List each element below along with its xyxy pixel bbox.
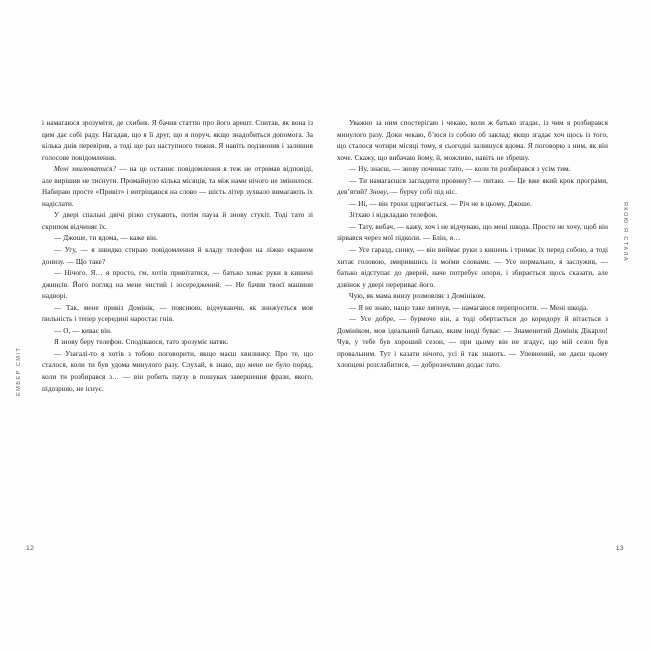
text-run: і намагаюся зрозуміти, де схибив. Я бачив статтю про його арешт. Спитав, як вона із цим дає собі раду. Нагадав, що я її друг, що я поруч, якщо знадобиться допомога. За кілька днів перевірив, а тоді ще раз наступного тижня. Я навіть подзвонив і залишив голосове повідомлення. [42,119,313,162]
paragraph [42,337,313,349]
text-column-left [42,118,313,395]
text-run: — Ти намагаєшся загладити провину? — питаю. — Це вже який крок програми, дев’ятий? [337,176,608,197]
paragraph [42,245,313,268]
paragraph [42,268,313,303]
page-recto [325,0,650,650]
text-run: , — бурчу собі під ніс. [386,188,457,197]
text-run: — Тату, вибач, — кажу, хоч і не відчуваю, що мені шкода. Просто не хочу, щоб він зірвався через мої підколи. — Блін, я… [337,222,608,243]
text-run: — Ну, знаєш, — знову починає тато, — коли ти розбирався з усім тим. [349,165,571,174]
italic-run: Мені хвилюватися? [54,165,117,174]
text-run: — Усе гаразд, синку, — він виймає руки з кишень і тримає їх перед собою, а тоді хитає головою, змирившись із моїми словами. — Усе нормально, я заслужив, — батько відступає до дверей, наче потребує опори, і збирається щось сказати, але дзвінок у двері перериває його. [337,246,608,289]
paragraph [337,291,608,303]
paragraph [42,210,313,233]
text-run: — О, — киває він. [54,326,112,335]
paragraph [337,176,608,199]
paragraph [42,303,313,326]
text-run: — Так, мене привіз Домінік, — пояснюю, відчуваючи, як знижується моя пильність і тепер усередині наростає гнів. [42,303,313,324]
text-run: — Узагалі-то я хотів з тобою поговорити, якщо маєш хвилинку. Про те, що сталося, коли ти був удома минулого разу. Слухай, я знаю, що мене не було поряд, коли ти розбирався з… — він робить паузу в пошуках завершення фрази, якого, підозрюю, не існує. [42,349,313,393]
text-run: — на це останнє повідомлення я теж не отримав відповіді, але вирішив не тиснути. Промайнуло кілька місяців, та між нами нічого не змінилося. Набираю просте «Привіт» і витріщаюся на слово — шість літер зухвало вимагають їх надіслати. [42,165,313,208]
text-run: Уважно за ним спостерігаю і чекаю, коли ж батько згадає, із чим я розбирався минулого разу. Доки чекаю, б’юся із собою об заклад: якщо згадає хоч щось із того, що сталося чотири місяці тому, я сьогодні залишуся вдома. Я поговорю з ним, як він хоче. Скажу, що вибачаю йому, й, можливо, навіть не збрешу. [337,119,608,162]
running-head-title: ЯКОЮ Я СТАЛА [622,201,628,262]
paragraph [42,164,313,210]
paragraph [337,199,608,211]
text-run: — Ні, — він трохи здригається. — Річ не в цьому, Джоше. [349,199,532,208]
paragraph [337,118,608,164]
text-run: — Джоше, ти вдома, — каже він. [54,234,158,243]
text-column-right [337,118,608,372]
text-run: — Нічого. Я… я просто, гм, хотів привітатися, — батько ховає руки в кишені джинсів. Його погляд на мене чистий і зосереджений. — Не бачив твоєї машини надворі. [42,269,313,301]
paragraph [337,245,608,291]
text-run: Зітхаю і відкладаю телефон. [349,211,438,220]
paragraph [42,233,313,245]
page-number-right: 13 [615,545,624,552]
paragraph [337,314,608,372]
paragraph [337,303,608,315]
paragraph [337,222,608,245]
text-run: У двері спальні двічі різко стукають, потім пауза й знову стукіт. Тоді тато зі скрипом відчиняє їх. [42,211,313,231]
paragraph [337,210,608,222]
text-run: — Я не знаю, нащо таке ляпнув, — намагаюся перепросити. — Мені шкода. [349,303,589,312]
paragraph [337,164,608,176]
text-run: Чую, як мама внизу розмовляє з Домініком. [349,292,486,301]
paragraph [42,118,313,164]
page-number-left: 12 [26,545,35,552]
paragraph [42,326,313,338]
paragraph [42,349,313,395]
italic-run: Знову [369,188,387,197]
text-run: — Усе добре, — бурмоче він, а тоді обертається до коридору й вітається з Домініком, мов ідеальний батько, яким іноді буває: — Знаменитий Домінік Дікарло! Чув, у тебе був хороший сезон, — при цьому він не згадує, що мій сезон був провальним. Тут і казати нічого, усі й так знають. — Упевнений, не даєш цьому хлопцеві розслабитися, — доброзичливо додає тато. [337,315,608,370]
text-run: — Угу, — я швидко стираю повідомлення й кладу телефон на ліжко екраном донизу. — Що таке? [42,246,313,266]
running-head-author: ЕМБЕР СМІТ [16,346,22,396]
text-run: Я знову беру телефон. Сподіваюся, тато зрозуміє натяк. [54,338,229,347]
